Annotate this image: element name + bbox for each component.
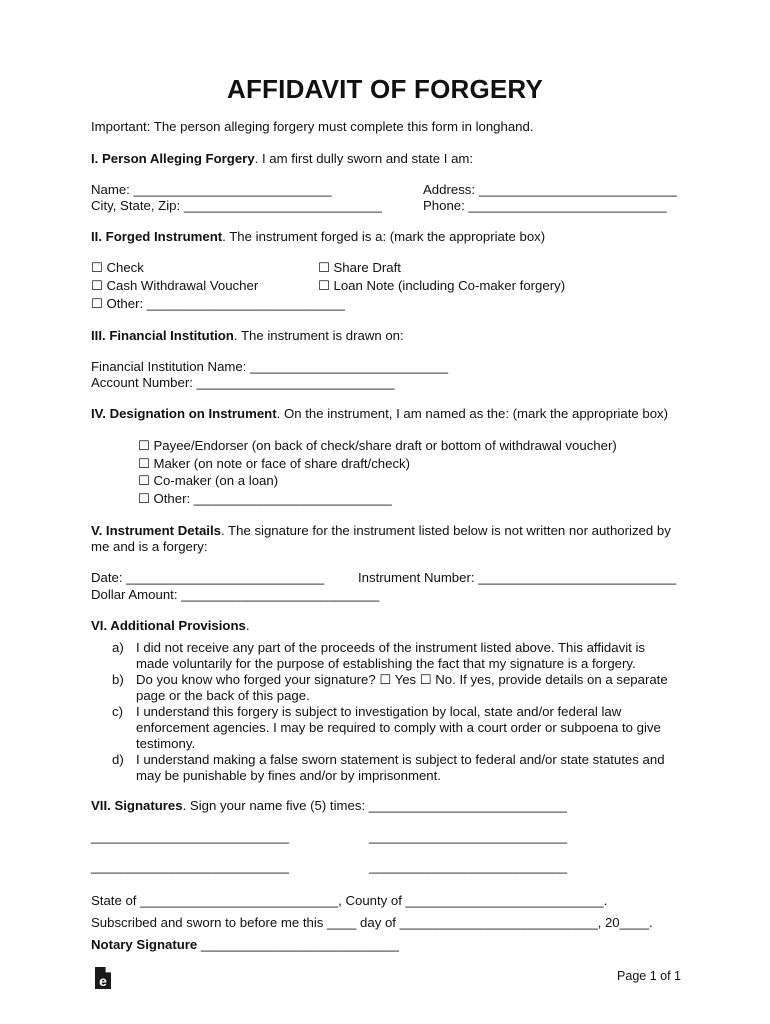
- section-3-text: . The instrument is drawn on:: [233, 328, 404, 343]
- document-title: AFFIDAVIT OF FORGERY: [227, 74, 543, 104]
- svg-text:e: e: [99, 973, 107, 989]
- section-2-heading: II. Forged Instrument: [91, 229, 223, 244]
- instrument-number-field[interactable]: Instrument Number: ___________________________: [358, 570, 677, 585]
- important-note: Important: The person alleging forgery must complete this form in longhand.: [91, 119, 534, 134]
- checkbox-cash-withdrawal-voucher[interactable]: ☐ Cash Withdrawal Voucher: [91, 278, 259, 293]
- section-6-heading: VI. Additional Provisions: [91, 618, 246, 633]
- account-number-field[interactable]: Account Number: ___________________________: [91, 375, 395, 390]
- dollar-amount-field[interactable]: Dollar Amount: ___________________________: [91, 587, 380, 602]
- provision-d-marker: d): [112, 752, 124, 767]
- phone-field[interactable]: Phone: ___________________________: [423, 198, 667, 213]
- provision-a-line-2: made voluntarily for the purpose of establishing the fact that my signature is a forgery.: [136, 656, 636, 671]
- section-4-heading: IV. Designation on Instrument: [91, 406, 277, 421]
- signature-line-4[interactable]: ___________________________: [369, 859, 568, 874]
- provision-b-marker: b): [112, 672, 124, 687]
- provision-c-line-2: enforcement agencies. I may be required to comply with a court order or subpoena to give: [136, 720, 661, 735]
- provision-c-line-1: I understand this forgery is subject to investigation by local, state and/or federal law: [136, 704, 622, 719]
- section-2-intro: [91, 229, 545, 245]
- section-5-heading: V. Instrument Details: [91, 523, 221, 538]
- checkbox-co-maker[interactable]: ☐ Co-maker (on a loan): [138, 473, 279, 488]
- provision-d-line-2: may be punishable by fines and/or by imprisonment.: [136, 768, 441, 783]
- notary-signature-label: Notary Signature: [91, 937, 198, 952]
- signature-line-3[interactable]: ___________________________: [91, 859, 290, 874]
- subscribed-sworn-line[interactable]: Subscribed and sworn to before me this ____ day of ___________________________, 20____.: [91, 915, 653, 930]
- checkbox-maker[interactable]: ☐ Maker (on note or face of share draft/check): [138, 456, 411, 471]
- checkbox-other-instrument[interactable]: ☐ Other: ___________________________: [91, 296, 345, 311]
- section-1-text: . I am first dully sworn and state I am:: [254, 151, 474, 166]
- section-5-text-2: me and is a forgery:: [91, 539, 208, 554]
- provision-a-marker: a): [112, 640, 124, 655]
- checkbox-other-designation[interactable]: ☐ Other: ___________________________: [138, 491, 392, 506]
- section-7-heading: VII. Signatures: [91, 798, 183, 813]
- signature-line-2[interactable]: ___________________________: [369, 829, 568, 844]
- date-field[interactable]: Date: ___________________________: [91, 570, 325, 585]
- section-7-text[interactable]: . Sign your name five (5) times: ___________________________: [182, 798, 567, 813]
- provision-c-marker: c): [112, 704, 123, 719]
- section-3-heading: III. Financial Institution: [91, 328, 234, 343]
- section-4-text: . On the instrument, I am named as the: (mark the appropriate box): [276, 406, 669, 421]
- provision-d-line-1: I understand making a false sworn statement is subject to federal and/or state statutes and: [136, 752, 665, 767]
- financial-institution-name-field[interactable]: Financial Institution Name: ___________________________: [91, 359, 449, 374]
- section-1-heading: I. Person Alleging Forgery: [91, 151, 255, 166]
- city-state-zip-field[interactable]: City, State, Zip: ___________________________: [91, 198, 382, 213]
- eforms-logo-icon: [94, 966, 112, 990]
- signature-line-1[interactable]: ___________________________: [91, 829, 290, 844]
- checkbox-loan-note[interactable]: ☐ Loan Note (including Co-maker forgery): [318, 278, 566, 293]
- provision-b-line-2: page or the back of this page.: [136, 688, 310, 703]
- name-field[interactable]: Name: ___________________________: [91, 182, 332, 197]
- section-5-intro: [91, 523, 671, 539]
- checkbox-payee-endorser[interactable]: ☐ Payee/Endorser (on back of check/share draft or bottom of withdrawal voucher): [138, 438, 617, 453]
- section-6-intro: [91, 618, 250, 634]
- state-county-line[interactable]: State of ___________________________, County of ___________________________.: [91, 893, 608, 908]
- provision-c-line-3: testimony.: [136, 736, 196, 751]
- section-7-intro: [91, 798, 567, 814]
- section-4-intro: [91, 406, 668, 422]
- provision-a-line-1: I did not receive any part of the proceeds of the instrument listed above. This affidavit is: [136, 640, 645, 655]
- section-2-text: . The instrument forged is a: (mark the appropriate box): [222, 229, 546, 244]
- checkbox-check[interactable]: ☐ Check: [91, 260, 144, 275]
- section-5-text-1: . The signature for the instrument listed below is not written nor authorized by: [220, 523, 671, 538]
- page-number: Page 1 of 1: [617, 969, 681, 983]
- section-3-intro: [91, 328, 404, 344]
- notary-signature-row: [91, 937, 399, 953]
- provision-b-line-1[interactable]: Do you know who forged your signature? ☐ Yes ☐ No. If yes, provide details on a separate: [136, 672, 668, 687]
- notary-signature-line[interactable]: ___________________________: [197, 937, 399, 952]
- section-1-intro: [91, 151, 473, 167]
- section-6-dot: .: [245, 618, 250, 633]
- checkbox-share-draft[interactable]: ☐ Share Draft: [318, 260, 401, 275]
- address-field[interactable]: Address: ___________________________: [423, 182, 677, 197]
